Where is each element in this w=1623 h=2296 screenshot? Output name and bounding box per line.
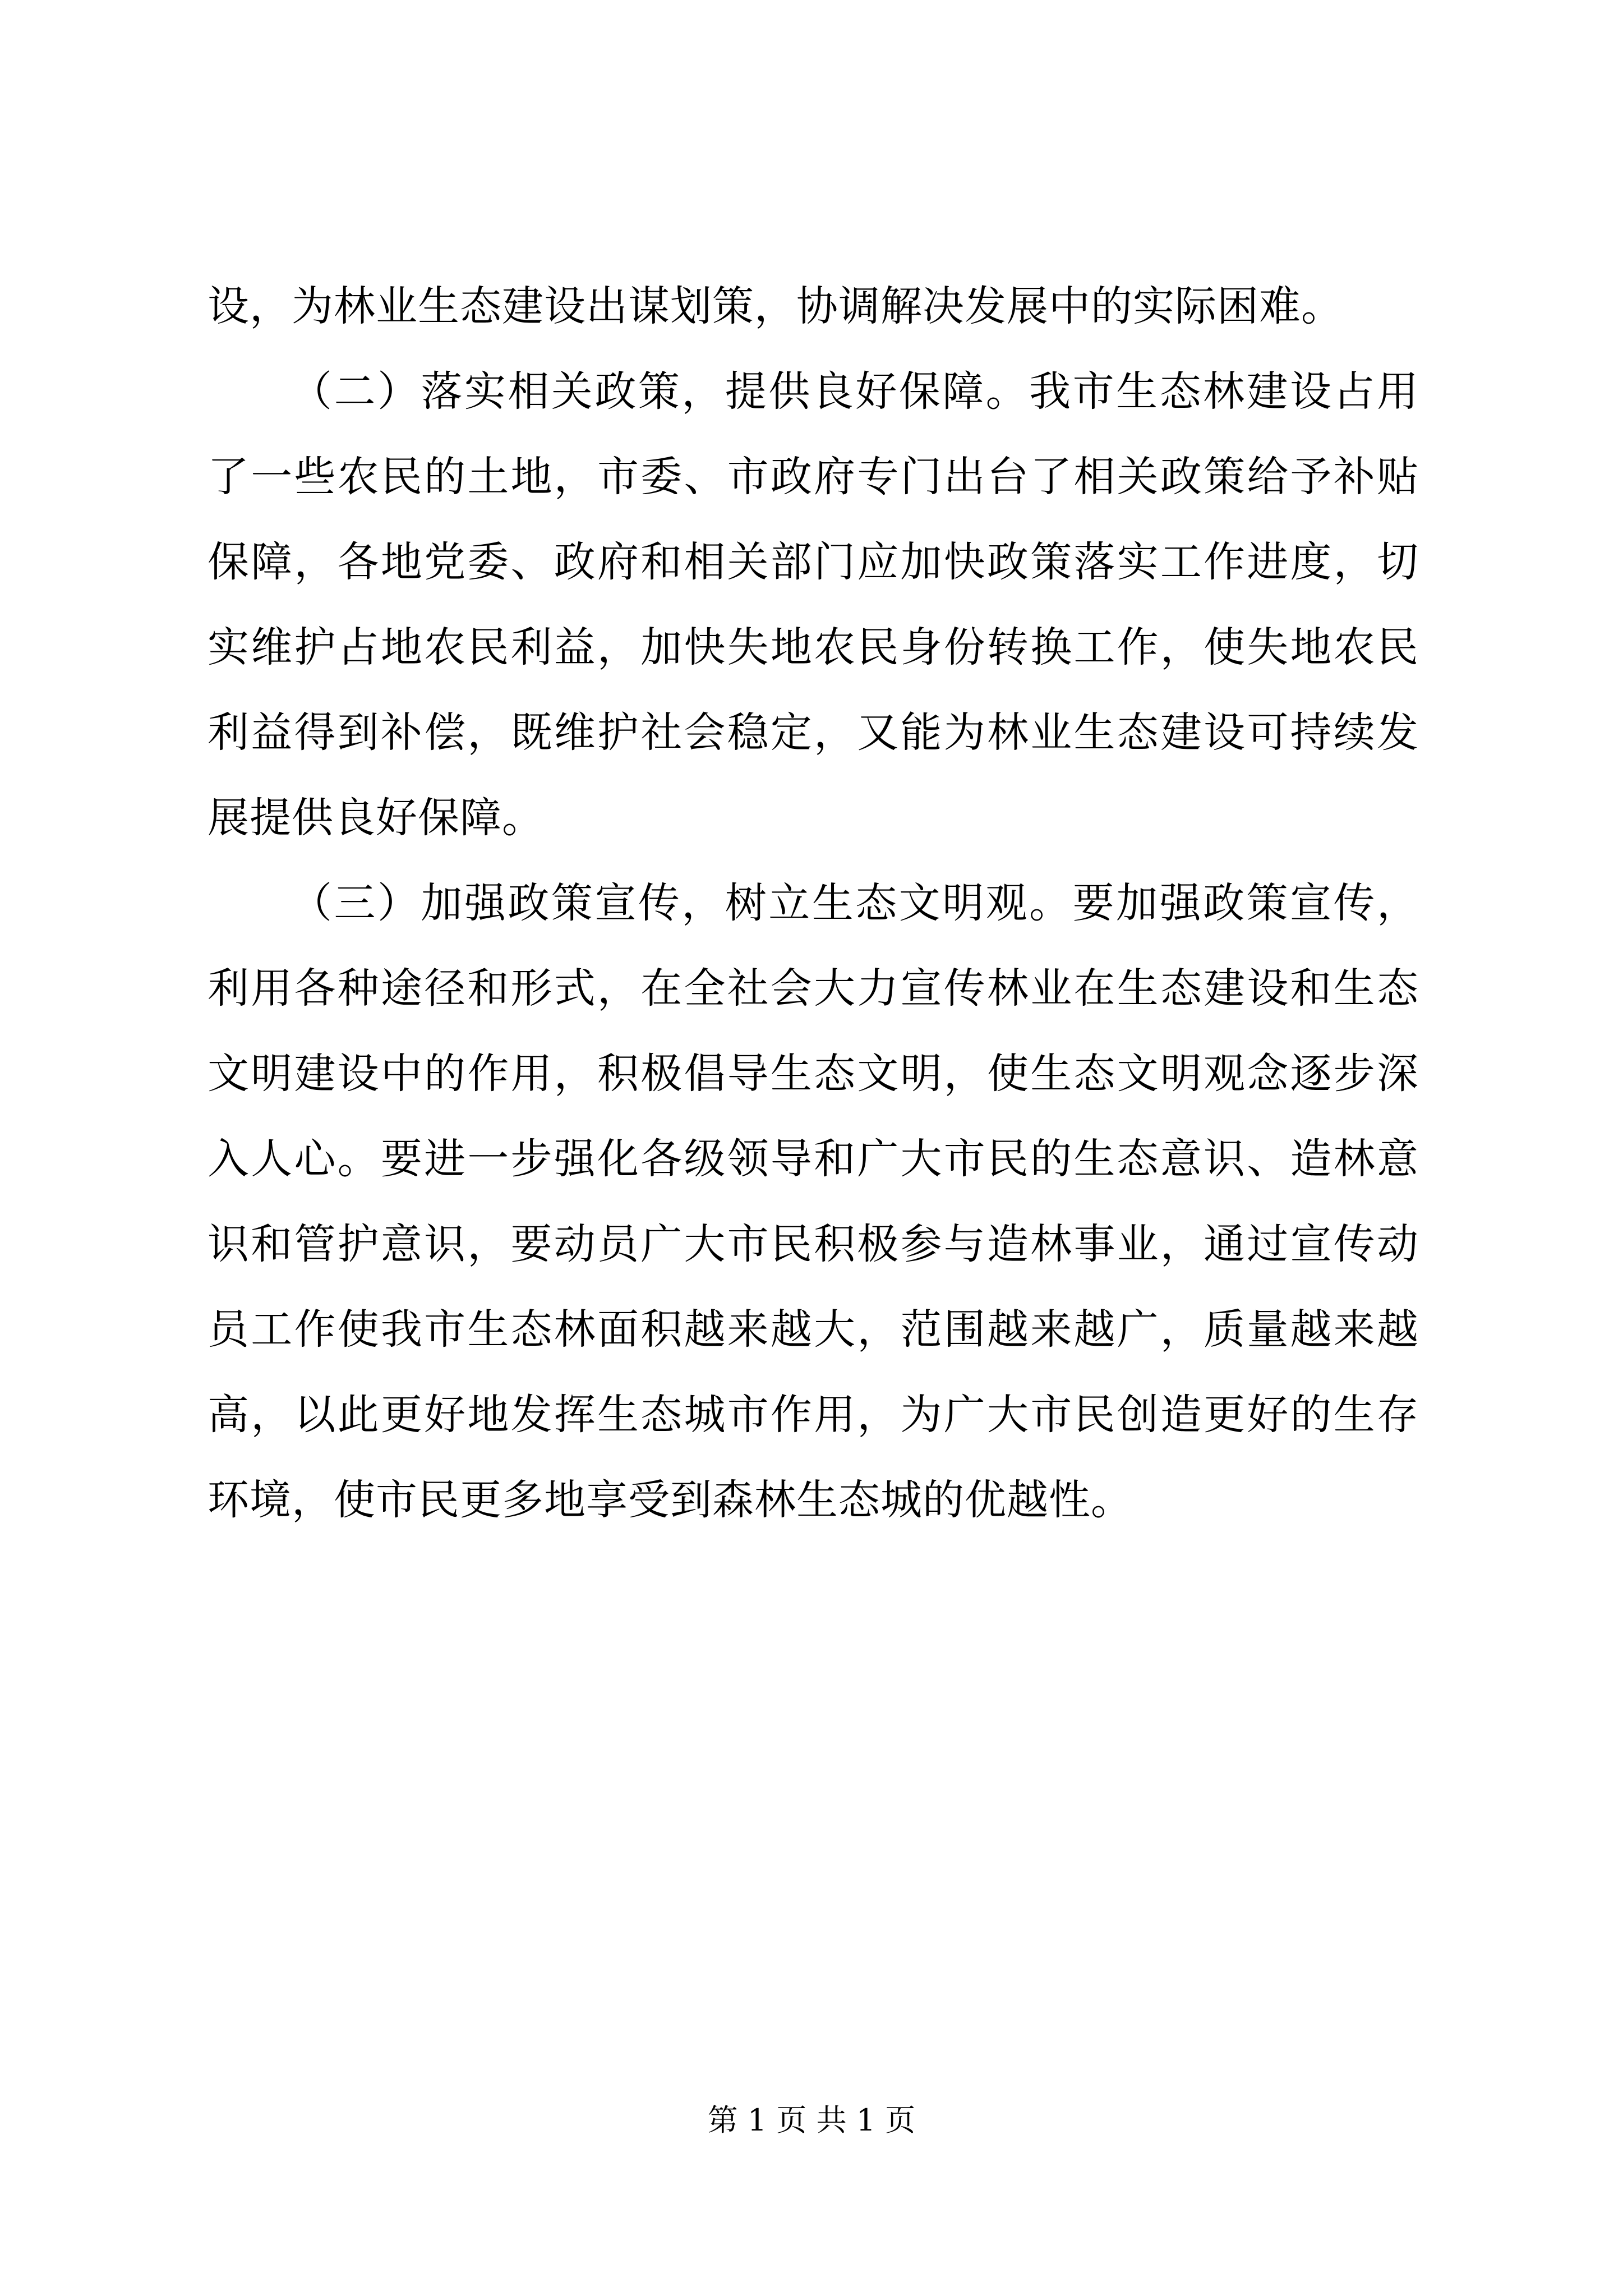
text-line: 设，为林业生态建设出谋划策，协调解决发展中的实际困难。 [208,282,1343,330]
text-line: 了一些农民的土地，市委、市政府专门出台了相关政策给予补贴 [208,453,1419,501]
text-line: 员工作使我市生态林面积越来越大，范围越来越广，质量越来越 [208,1305,1419,1354]
text-line: 识和管护意识，要动员广大市民积极参与造林事业，通过宣传动 [208,1220,1419,1268]
paragraph [208,264,1419,349]
text-line: 入人心。要进一步强化各级领导和广大市民的生态意识、造林意 [208,1135,1419,1183]
document-body [208,264,1419,1543]
paragraph [208,861,1419,1543]
text-line: 保障，各地党委、政府和相关部门应加快政策落实工作进度，切 [208,538,1419,586]
page-number-footer: 第 1 页 共 1 页 [707,2102,916,2138]
paragraph [208,349,1419,861]
text-line: 文明建设中的作用，积极倡导生态文明，使生态文明观念逐步深 [208,1050,1419,1098]
text-line: （二）落实相关政策，提供良好保障。我市生态林建设占用 [291,367,1419,416]
text-line: 高，以此更好地发挥生态城市作用，为广大市民创造更好的生存 [208,1391,1419,1439]
text-line: 实维护占地农民利益，加快失地农民身份转换工作，使失地农民 [208,623,1419,671]
text-line: 利益得到补偿，既维护社会稳定，又能为林业生态建设可持续发 [208,708,1419,757]
text-line: （三）加强政策宣传，树立生态文明观。要加强政策宣传， [291,879,1419,927]
text-line: 利用各种途径和形式，在全社会大力宣传林业在生态建设和生态 [208,964,1419,1013]
text-line: 环境，使市民更多地享受到森林生态城的优越性。 [208,1476,1133,1524]
text-line: 展提供良好保障。 [208,794,544,842]
